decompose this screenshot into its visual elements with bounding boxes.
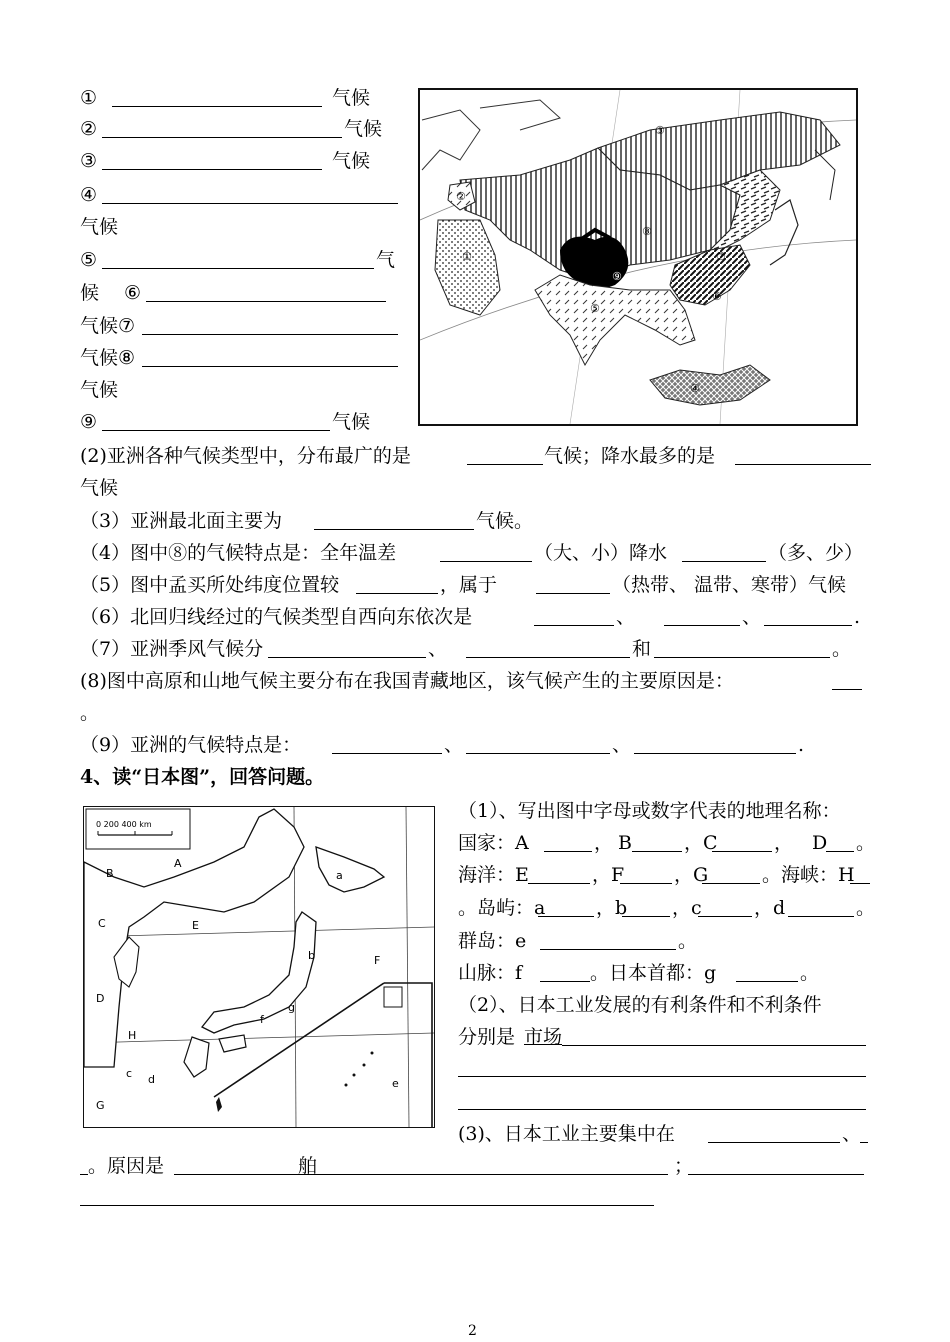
japan-map-H: H bbox=[128, 1029, 137, 1042]
q4-blank-1[interactable] bbox=[440, 561, 532, 562]
q7-blank-3[interactable] bbox=[654, 657, 830, 658]
japan-map-C: C bbox=[98, 917, 106, 930]
q6-end: . bbox=[854, 606, 861, 628]
japan-period-3: 。 bbox=[678, 930, 698, 952]
japan-heading: 4、读“日本图”，回答问题。 bbox=[80, 766, 325, 788]
japan-label-d: ，d bbox=[754, 897, 786, 919]
q6-blank-3[interactable] bbox=[764, 625, 852, 626]
climate-suffix-5b: 候 bbox=[80, 282, 100, 304]
japan-label-b: ，b bbox=[596, 897, 628, 919]
japan-q3-sep: 、 bbox=[842, 1123, 862, 1145]
japan-map-B: B bbox=[106, 867, 114, 880]
asia-map-label-5: ⑤ bbox=[590, 302, 600, 315]
japan-blank-b[interactable] bbox=[622, 916, 670, 917]
japan-strait-label: 。海峡：H bbox=[762, 864, 855, 886]
japan-map-b: b bbox=[308, 949, 315, 962]
q8-blank[interactable] bbox=[832, 689, 862, 690]
climate-suffix-3: 气候 bbox=[332, 150, 371, 172]
japan-label-F: ，F bbox=[592, 864, 625, 886]
japan-q3-blank-5[interactable] bbox=[80, 1205, 654, 1206]
japan-period-2: 。 bbox=[856, 897, 876, 919]
q7-text-a: （7）亚洲季风气候分 bbox=[80, 638, 264, 660]
japan-label-D: D bbox=[812, 832, 828, 854]
japan-label-G: ，G bbox=[674, 864, 709, 886]
japan-blank-f[interactable] bbox=[540, 981, 590, 982]
japan-blank-d[interactable] bbox=[788, 916, 854, 917]
japan-q2-market: 市场 bbox=[524, 1026, 563, 1048]
japan-ocean-label: 海洋：E bbox=[458, 864, 529, 886]
japan-q3-blank-4[interactable] bbox=[688, 1174, 864, 1175]
q2-blank-2[interactable] bbox=[735, 464, 871, 465]
japan-q3-semi: ； bbox=[674, 1155, 694, 1177]
japan-archipelago-label: 群岛：e bbox=[458, 930, 527, 952]
japan-q2-blank-3[interactable] bbox=[458, 1109, 866, 1110]
q7-blank-1[interactable] bbox=[268, 657, 426, 658]
blank-label-7: ⑦ bbox=[118, 315, 136, 337]
blank-label-9: ⑨ bbox=[80, 411, 98, 433]
japan-map-g: g bbox=[288, 1001, 295, 1014]
q3-text-b: 气候。 bbox=[476, 510, 534, 532]
japan-q3-blank-1[interactable] bbox=[708, 1142, 840, 1143]
q3-blank[interactable] bbox=[314, 529, 474, 530]
blank-line-3[interactable] bbox=[102, 169, 322, 170]
q4-text-c: （多、少） bbox=[768, 542, 864, 564]
japan-island-label: 。岛屿：a bbox=[458, 897, 546, 919]
q7-end: 。 bbox=[832, 638, 852, 660]
japan-country-label: 国家：A bbox=[458, 832, 529, 854]
q8-text-b: 。 bbox=[80, 702, 100, 724]
q4-blank-2[interactable] bbox=[682, 561, 766, 562]
japan-map-D: D bbox=[96, 992, 105, 1005]
japan-map-c: c bbox=[126, 1067, 133, 1080]
climate-suffix-6: 气候 bbox=[80, 315, 119, 337]
japan-blank-e[interactable] bbox=[540, 949, 676, 950]
q4-text-b: （大、小）降水 bbox=[534, 542, 668, 564]
japan-blank-c[interactable] bbox=[698, 916, 752, 917]
blank-label-1: ① bbox=[80, 87, 98, 109]
japan-comma-2: ， bbox=[774, 832, 794, 854]
asia-map-label-6: ⑥ bbox=[712, 290, 722, 303]
japan-capital-label: 。日本首都：g bbox=[590, 962, 717, 984]
japan-blank-F[interactable] bbox=[620, 883, 672, 884]
q9-end: . bbox=[798, 734, 805, 756]
japan-map-drawing bbox=[84, 807, 434, 1127]
japan-q3-blank-2[interactable] bbox=[860, 1142, 868, 1143]
japan-map-E: E bbox=[192, 919, 199, 932]
q2-blank-1[interactable] bbox=[467, 464, 543, 465]
blank-label-8: ⑧ bbox=[118, 347, 136, 369]
q5-blank-2[interactable] bbox=[536, 593, 610, 594]
q7-sep: 、 bbox=[428, 638, 448, 660]
japan-blank-D[interactable] bbox=[826, 851, 854, 852]
q7-and: 和 bbox=[632, 638, 652, 660]
climate-suffix-1: 气候 bbox=[332, 87, 371, 109]
japan-map-f: f bbox=[260, 1013, 264, 1026]
japan-map-e: e bbox=[392, 1077, 399, 1090]
japan-period-1: 。 bbox=[856, 832, 876, 854]
blank-line-1[interactable] bbox=[112, 106, 322, 107]
japan-map-G: G bbox=[96, 1099, 105, 1112]
japan-blank-B[interactable] bbox=[632, 851, 682, 852]
japan-q3-blank-3[interactable] bbox=[174, 1174, 668, 1175]
q5-blank-1[interactable] bbox=[356, 593, 438, 594]
blank-label-6: ⑥ bbox=[124, 282, 142, 304]
climate-suffix-4: 气候 bbox=[80, 216, 119, 238]
japan-map-scale: 0 200 400 km bbox=[96, 820, 152, 829]
japan-blank-E[interactable] bbox=[528, 883, 590, 884]
japan-q2-blank-1[interactable] bbox=[562, 1045, 866, 1046]
climate-suffix-9: 气候 bbox=[332, 411, 371, 433]
japan-q1: （1）、写出图中字母或数字代表的地理名称： bbox=[458, 800, 841, 822]
japan-blank-a[interactable] bbox=[538, 916, 594, 917]
q2-text-a: (2)亚洲各种气候类型中，分布最广的是 bbox=[80, 445, 411, 467]
asia-map-label-9: ⑨ bbox=[612, 270, 622, 283]
q2-text-b: 气候；降水最多的是 bbox=[544, 445, 716, 467]
asia-climate-map bbox=[418, 88, 858, 426]
q9-blank-1[interactable] bbox=[332, 753, 442, 754]
japan-blank-g[interactable] bbox=[736, 981, 798, 982]
japan-label-C: ，C bbox=[684, 832, 718, 854]
climate-suffix-2: 气候 bbox=[344, 118, 383, 140]
japan-q3-b: 。原因是 bbox=[88, 1155, 165, 1177]
japan-label-c: ，c bbox=[672, 897, 702, 919]
q9-text-a: （9）亚洲的气候特点是： bbox=[80, 734, 302, 756]
q6-blank-1[interactable] bbox=[534, 625, 614, 626]
blank-line-4[interactable] bbox=[102, 203, 398, 204]
blank-label-3: ③ bbox=[80, 150, 98, 172]
japan-blank-A[interactable] bbox=[544, 851, 592, 852]
japan-map-A: A bbox=[174, 857, 182, 870]
japan-comma-1: ， bbox=[594, 832, 614, 854]
q9-sep-1: 、 bbox=[444, 734, 464, 756]
japan-q2-b: 分别是 bbox=[458, 1026, 516, 1048]
blank-line-7[interactable] bbox=[142, 334, 398, 335]
japan-q2-a: （2）、日本工业发展的有利条件和不利条件 bbox=[458, 994, 822, 1016]
blank-line-5[interactable] bbox=[102, 268, 374, 269]
q9-sep-2: 、 bbox=[612, 734, 632, 756]
japan-map-d: d bbox=[148, 1073, 155, 1086]
blank-line-9[interactable] bbox=[102, 430, 330, 431]
q6-sep-2: 、 bbox=[742, 606, 762, 628]
q9-blank-2[interactable] bbox=[466, 753, 610, 754]
blank-label-5: ⑤ bbox=[80, 249, 98, 271]
japan-map bbox=[83, 806, 435, 1128]
climate-suffix-5a: 气 bbox=[376, 249, 396, 271]
q4-text-a: （4）图中⑧的气候特点是：全年温差 bbox=[80, 542, 397, 564]
asia-map-label-3: ③ bbox=[655, 124, 665, 137]
japan-blank-G[interactable] bbox=[702, 883, 760, 884]
japan-mountain-label: 山脉：f bbox=[458, 962, 523, 984]
q8-text-a: (8)图中高原和山地气候主要分布在我国青藏地区，该气候产生的主要原因是： bbox=[80, 670, 734, 692]
japan-q3-a: (3)、日本工业主要集中在 bbox=[458, 1123, 675, 1145]
page-number: 2 bbox=[468, 1323, 477, 1339]
q3-text-a: （3）亚洲最北面主要为 bbox=[80, 510, 283, 532]
q2-text-c: 气候 bbox=[80, 477, 119, 499]
q5-text-c: （热带、 温带、寒带）气候 bbox=[612, 574, 847, 596]
asia-map-label-7: ⑦ bbox=[716, 250, 726, 263]
blank-line-6[interactable] bbox=[146, 301, 386, 302]
japan-q2-blank-2[interactable] bbox=[458, 1076, 866, 1077]
blank-label-2: ② bbox=[80, 118, 98, 140]
q5-text-b: ，属于 bbox=[440, 574, 498, 596]
japan-label-B: B bbox=[618, 832, 632, 854]
japan-q3-blank-2b[interactable] bbox=[80, 1174, 88, 1175]
japan-blank-H[interactable] bbox=[850, 883, 870, 884]
q6-blank-2[interactable] bbox=[664, 625, 740, 626]
asia-map-label-1: ① bbox=[462, 250, 472, 263]
japan-period-4: 。 bbox=[800, 962, 820, 984]
japan-map-a: a bbox=[336, 869, 343, 882]
japan-q3-ship: 舶 bbox=[298, 1155, 318, 1177]
blank-line-8[interactable] bbox=[142, 366, 398, 367]
asia-map-label-4: ④ bbox=[690, 382, 700, 395]
q6-text-a: （6）北回归线经过的气候类型自西向东依次是 bbox=[80, 606, 473, 628]
japan-blank-C[interactable] bbox=[712, 851, 772, 852]
climate-suffix-7: 气候 bbox=[80, 347, 119, 369]
asia-map-drawing bbox=[420, 90, 856, 424]
blank-line-2[interactable] bbox=[102, 137, 342, 138]
climate-suffix-8: 气候 bbox=[80, 379, 119, 401]
asia-map-label-2: ② bbox=[456, 190, 466, 203]
asia-map-label-8: ⑧ bbox=[642, 225, 652, 238]
blank-label-4: ④ bbox=[80, 184, 98, 206]
japan-map-F: F bbox=[374, 954, 381, 967]
q6-sep-1: 、 bbox=[616, 606, 636, 628]
q7-blank-2[interactable] bbox=[466, 657, 630, 658]
q5-text-a: （5）图中孟买所处纬度位置较 bbox=[80, 574, 340, 596]
q9-blank-3[interactable] bbox=[634, 753, 796, 754]
